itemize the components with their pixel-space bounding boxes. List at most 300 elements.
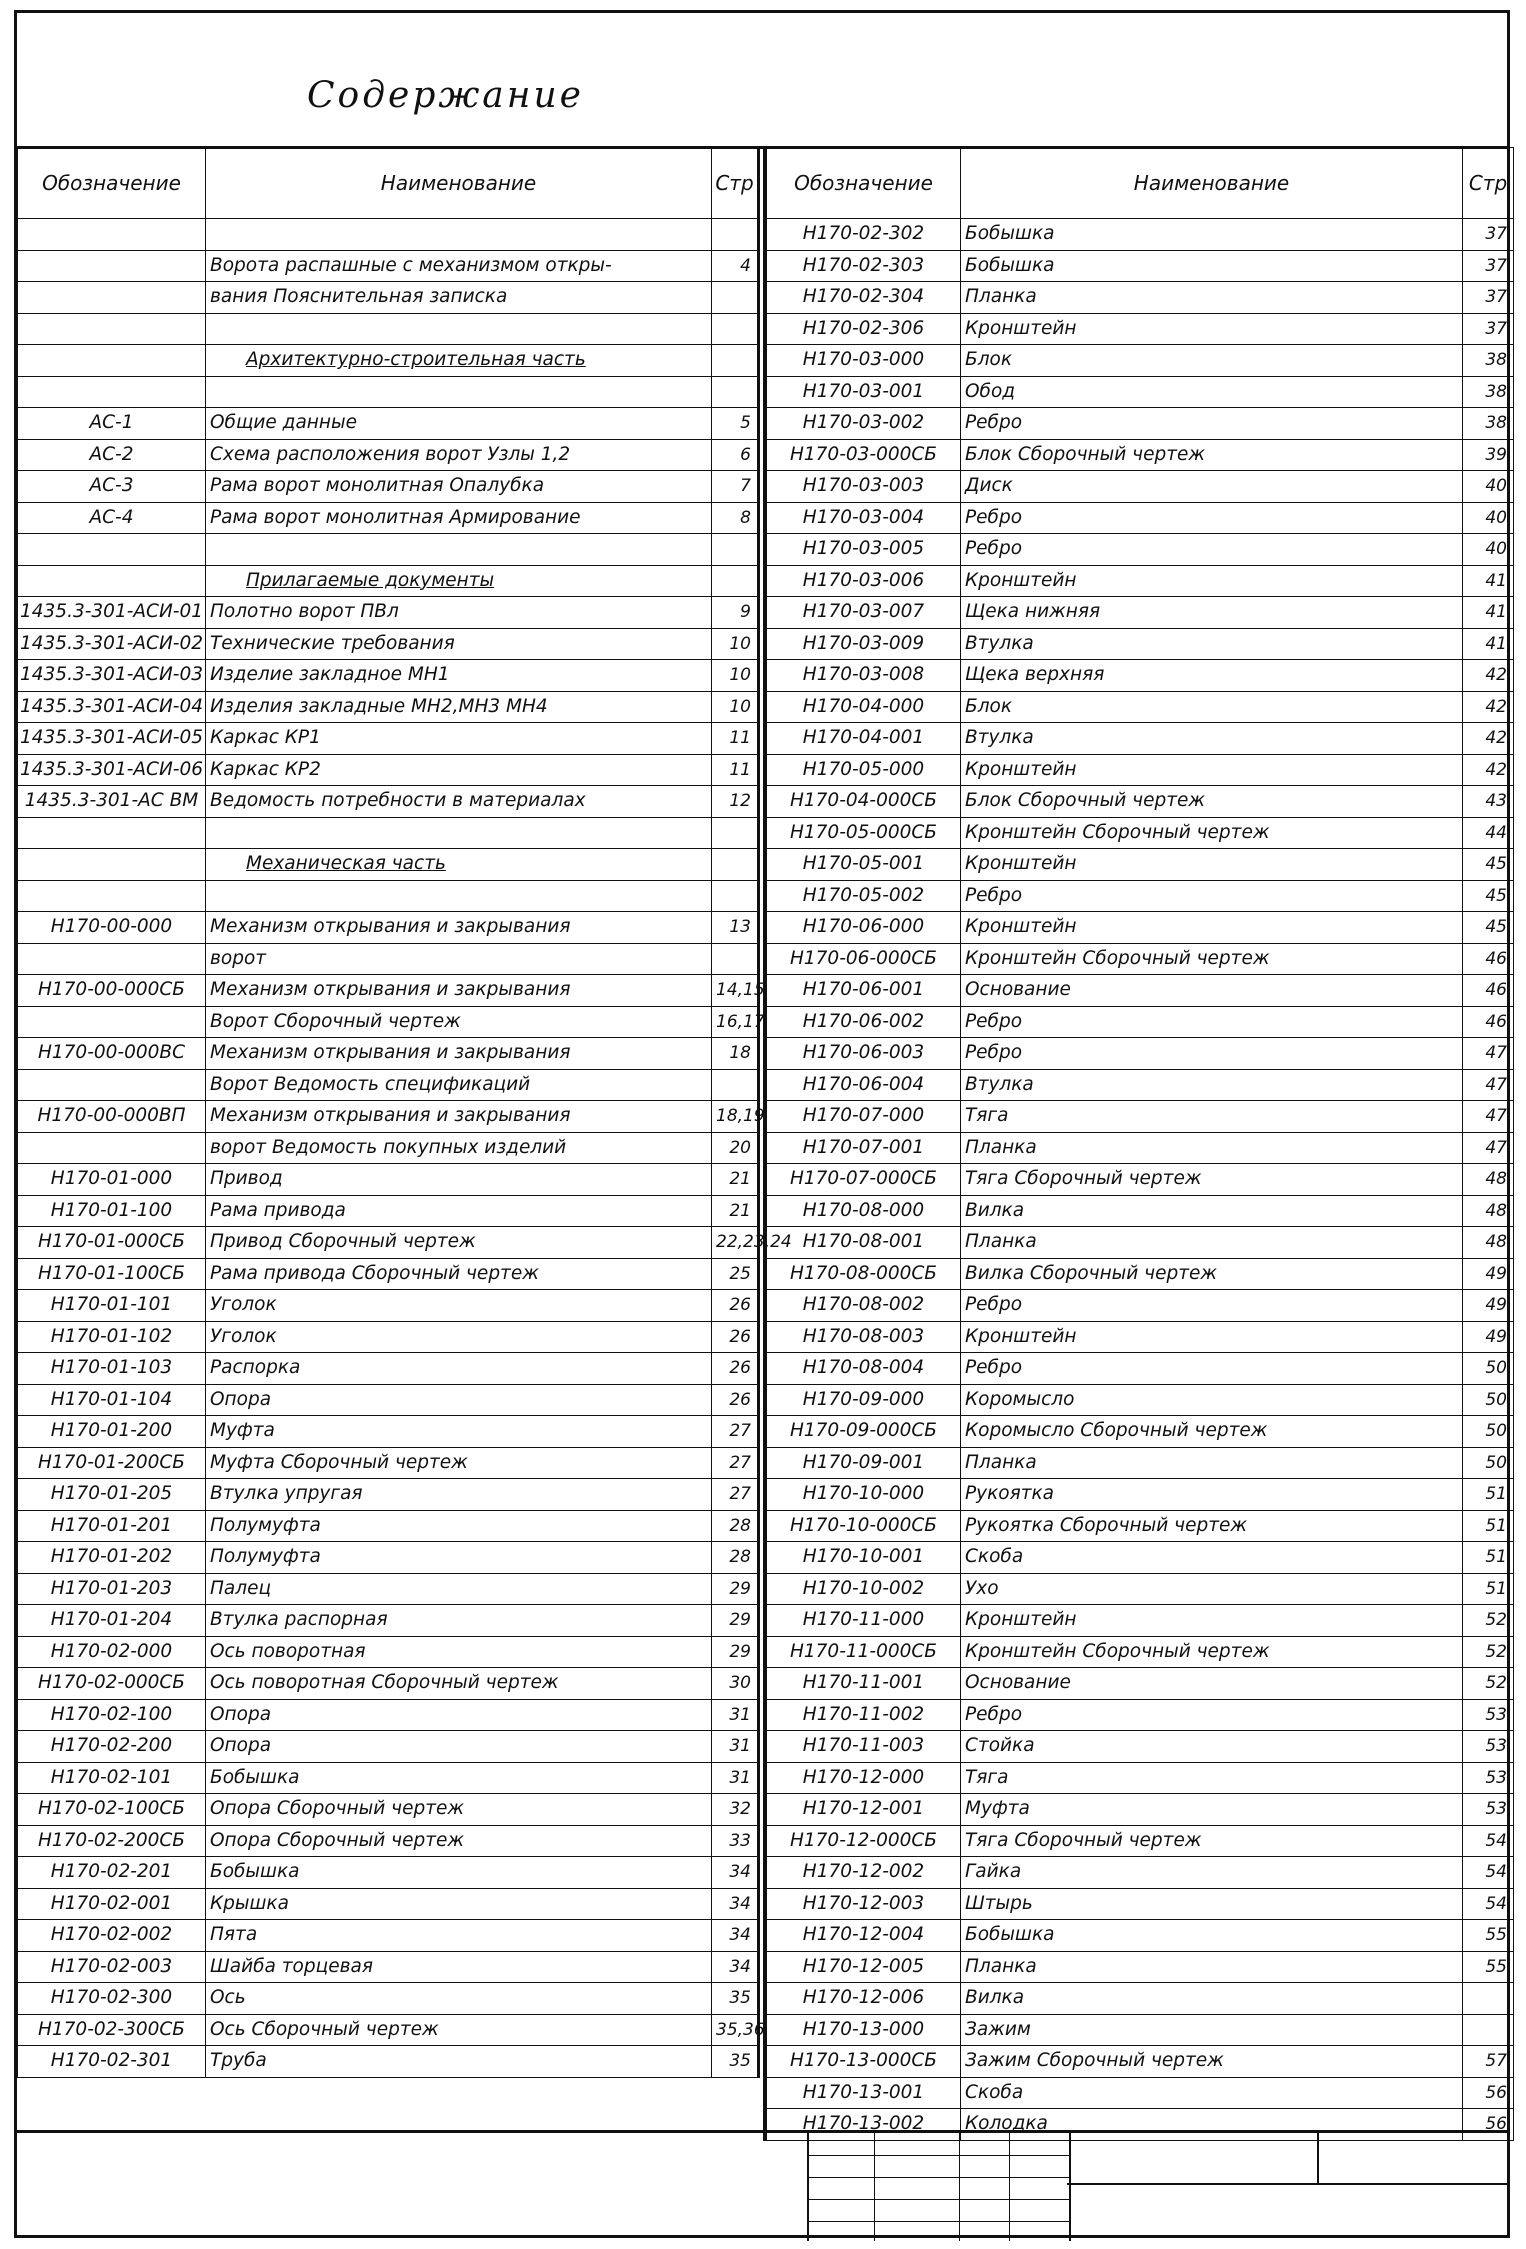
name-cell — [206, 219, 712, 251]
table-row — [767, 1290, 1514, 1322]
designation-cell: Н170-01-202 — [18, 1542, 206, 1574]
name-cell: Ребро — [961, 1038, 1463, 1070]
table-row — [18, 502, 758, 534]
designation-cell: Н170-05-002 — [767, 880, 961, 912]
name-cell: Стойка — [961, 1731, 1463, 1763]
page-cell: 16,17 — [712, 1006, 758, 1038]
table-row — [18, 1983, 758, 2015]
page-cell — [712, 313, 758, 345]
table-row — [767, 1258, 1514, 1290]
designation-cell: Н170-12-005 — [767, 1951, 961, 1983]
page-cell: 41 — [1463, 628, 1514, 660]
contents-table-left — [17, 147, 792, 2078]
name-cell: Пята — [206, 1920, 712, 1952]
table-row — [767, 439, 1514, 471]
page-cell: 50 — [1463, 1447, 1514, 1479]
page-cell: 51 — [1463, 1510, 1514, 1542]
name-cell: Кронштейн — [961, 1321, 1463, 1353]
title-block-divider — [1067, 2183, 1507, 2185]
page-cell: 6 — [712, 439, 758, 471]
name-cell: Технические требования — [206, 628, 712, 660]
page-cell: 26 — [712, 1384, 758, 1416]
name-cell: Архитектурно-строительная часть — [206, 345, 712, 377]
table-row — [18, 660, 758, 692]
table-row — [767, 723, 1514, 755]
table-row — [18, 1920, 758, 1952]
page-cell: 33 — [712, 1825, 758, 1857]
page-cell: 51 — [1463, 1542, 1514, 1574]
designation-cell: Н170-11-001 — [767, 1668, 961, 1700]
name-cell: Шайба торцевая — [206, 1951, 712, 1983]
designation-cell: Н170-02-303 — [767, 250, 961, 282]
designation-cell: Н170-01-100СБ — [18, 1258, 206, 1290]
name-cell: Кронштейн — [961, 565, 1463, 597]
table-row — [18, 1825, 758, 1857]
designation-cell: Н170-12-004 — [767, 1920, 961, 1952]
table-row — [18, 943, 758, 975]
designation-cell: Н170-02-306 — [767, 313, 961, 345]
table-row — [767, 1668, 1514, 1700]
page-cell: 40 — [1463, 471, 1514, 503]
name-cell: Ухо — [961, 1573, 1463, 1605]
table-row — [767, 345, 1514, 377]
designation-cell: АС-2 — [18, 439, 206, 471]
page-cell: 39 — [1463, 439, 1514, 471]
table-row — [767, 1605, 1514, 1637]
page-cell: 31 — [712, 1731, 758, 1763]
page-cell: 56 — [1463, 2109, 1514, 2141]
table-row — [18, 1321, 758, 1353]
table-row — [767, 943, 1514, 975]
table-row — [18, 1069, 758, 1101]
table-row — [767, 1983, 1514, 2015]
page-cell: 12 — [712, 786, 758, 818]
page-cell: 54 — [1463, 1888, 1514, 1920]
designation-cell: Н170-02-300 — [18, 1983, 206, 2015]
designation-cell: Н170-09-001 — [767, 1447, 961, 1479]
name-cell: Блок Сборочный чертеж — [961, 439, 1463, 471]
table-row — [767, 408, 1514, 440]
name-cell: Основание — [961, 975, 1463, 1007]
page-cell: 32 — [712, 1794, 758, 1826]
designation-cell: Н170-12-000 — [767, 1762, 961, 1794]
table-row — [767, 1888, 1514, 1920]
contents-table-right — [763, 147, 1513, 2141]
name-cell: Бобышка — [961, 219, 1463, 251]
page-cell — [712, 1069, 758, 1101]
designation-cell: Н170-07-000СБ — [767, 1164, 961, 1196]
page-cell: 21 — [712, 1195, 758, 1227]
designation-cell: Н170-02-201 — [18, 1857, 206, 1889]
page-cell: 53 — [1463, 1794, 1514, 1826]
name-cell — [206, 376, 712, 408]
page-cell: 29 — [712, 1573, 758, 1605]
page-cell — [712, 534, 758, 566]
table-row — [18, 1101, 758, 1133]
page-cell: 21 — [712, 1164, 758, 1196]
name-cell: Планка — [961, 1132, 1463, 1164]
page-cell: 27 — [712, 1447, 758, 1479]
name-cell: Щека верхняя — [961, 660, 1463, 692]
page-cell: 35,36 — [712, 2014, 758, 2046]
designation-cell: Н170-13-001 — [767, 2077, 961, 2109]
table-row — [18, 1258, 758, 1290]
designation-cell: 1435.3-301-АСИ-01 — [18, 597, 206, 629]
page-cell: 18,19 — [712, 1101, 758, 1133]
table-row — [767, 912, 1514, 944]
name-cell: Скоба — [961, 2077, 1463, 2109]
table-row — [767, 597, 1514, 629]
name-cell: Кронштейн — [961, 912, 1463, 944]
name-cell: Планка — [961, 1447, 1463, 1479]
page-cell: 14,15 — [712, 975, 758, 1007]
page-cell: 34 — [712, 1857, 758, 1889]
name-cell: Рукоятка Сборочный чертеж — [961, 1510, 1463, 1542]
page-cell: 42 — [1463, 754, 1514, 786]
title-block-cell — [1317, 2133, 1319, 2183]
designation-cell: Н170-04-000СБ — [767, 786, 961, 818]
name-cell: Втулка — [961, 628, 1463, 660]
page-cell: 13 — [712, 912, 758, 944]
page-cell: 53 — [1463, 1762, 1514, 1794]
page-cell — [1463, 2014, 1514, 2046]
table-row — [767, 2046, 1514, 2078]
name-cell: Втулка — [961, 723, 1463, 755]
designation-cell: Н170-06-002 — [767, 1006, 961, 1038]
designation-cell: Н170-03-002 — [767, 408, 961, 440]
table-row — [767, 786, 1514, 818]
table-row — [18, 880, 758, 912]
name-cell: Скоба — [961, 1542, 1463, 1574]
page-cell: 46 — [1463, 975, 1514, 1007]
designation-cell: Н170-04-000 — [767, 691, 961, 723]
table-row — [18, 597, 758, 629]
table-row — [18, 817, 758, 849]
table-row — [767, 282, 1514, 314]
name-cell — [206, 880, 712, 912]
table-row — [18, 1510, 758, 1542]
designation-cell: Н170-06-000СБ — [767, 943, 961, 975]
name-cell: Гайка — [961, 1857, 1463, 1889]
designation-cell: 1435.3-301-АСИ-03 — [18, 660, 206, 692]
table-row — [18, 1353, 758, 1385]
table-row — [767, 754, 1514, 786]
designation-cell: 1435.3-301-АСИ-06 — [18, 754, 206, 786]
name-cell: Втулка упругая — [206, 1479, 712, 1511]
table-row — [18, 849, 758, 881]
name-cell: Втулка распорная — [206, 1605, 712, 1637]
page-cell: 52 — [1463, 1605, 1514, 1637]
designation-cell: Н170-06-000 — [767, 912, 961, 944]
designation-cell: Н170-05-000 — [767, 754, 961, 786]
table-row — [767, 1101, 1514, 1133]
table-row — [18, 565, 758, 597]
name-cell: Колодка — [961, 2109, 1463, 2141]
page-cell: 41 — [1463, 565, 1514, 597]
table-row — [18, 1290, 758, 1322]
table-row — [18, 250, 758, 282]
name-cell: Муфта — [206, 1416, 712, 1448]
name-cell — [206, 534, 712, 566]
table-header-row — [18, 148, 758, 219]
table-row — [767, 1195, 1514, 1227]
table-row — [18, 1731, 758, 1763]
page-cell: 55 — [1463, 1951, 1514, 1983]
name-cell: Ведомость потребности в материалах — [206, 786, 712, 818]
table-row — [18, 471, 758, 503]
designation-cell: Н170-04-001 — [767, 723, 961, 755]
designation-cell: Н170-02-301 — [18, 2046, 206, 2078]
designation-cell: Н170-01-205 — [18, 1479, 206, 1511]
table-row — [18, 1699, 758, 1731]
table-row — [767, 849, 1514, 881]
name-cell: Механизм открывания и закрывания — [206, 975, 712, 1007]
page-cell: 20 — [712, 1132, 758, 1164]
name-cell: Коромысло — [961, 1384, 1463, 1416]
contents-table — [17, 147, 792, 2078]
name-cell: Коромысло Сборочный чертеж — [961, 1416, 1463, 1448]
name-cell: Основание — [961, 1668, 1463, 1700]
page-cell: 45 — [1463, 849, 1514, 881]
designation-cell: Н170-02-300СБ — [18, 2014, 206, 2046]
name-cell: Рама привода — [206, 1195, 712, 1227]
designation-cell: Н170-05-000СБ — [767, 817, 961, 849]
table-row — [767, 1164, 1514, 1196]
name-cell: Опора — [206, 1699, 712, 1731]
name-cell: Бобышка — [206, 1857, 712, 1889]
table-row — [767, 1227, 1514, 1259]
page-cell: 18 — [712, 1038, 758, 1070]
table-row — [767, 1731, 1514, 1763]
table-row — [18, 1888, 758, 1920]
name-cell: Ворот Ведомость спецификаций — [206, 1069, 712, 1101]
designation-cell: Н170-03-001 — [767, 376, 961, 408]
designation-cell: Н170-03-004 — [767, 502, 961, 534]
table-row — [18, 1668, 758, 1700]
page-cell: 37 — [1463, 250, 1514, 282]
header-designation: Обозначение — [18, 148, 206, 219]
name-cell: Планка — [961, 282, 1463, 314]
designation-cell: Н170-02-101 — [18, 1762, 206, 1794]
name-cell: Ось поворотная — [206, 1636, 712, 1668]
name-cell: Изделие закладное МН1 — [206, 660, 712, 692]
name-cell: Каркас КР1 — [206, 723, 712, 755]
table-row — [18, 975, 758, 1007]
table-body — [18, 219, 792, 2078]
page-cell: 10 — [712, 660, 758, 692]
page-cell: 56 — [1463, 2077, 1514, 2109]
designation-cell: Н170-12-006 — [767, 1983, 961, 2015]
table-row — [767, 1951, 1514, 1983]
name-cell: Рама привода Сборочный чертеж — [206, 1258, 712, 1290]
page-cell: 46 — [1463, 1006, 1514, 1038]
designation-cell — [18, 817, 206, 849]
page-cell: 26 — [712, 1353, 758, 1385]
designation-cell: Н170-10-002 — [767, 1573, 961, 1605]
page-cell: 9 — [712, 597, 758, 629]
page-title: Содержание — [307, 75, 584, 116]
page-cell: 47 — [1463, 1101, 1514, 1133]
table-row — [767, 1132, 1514, 1164]
table-row — [767, 1825, 1514, 1857]
page-cell: 54 — [1463, 1857, 1514, 1889]
designation-cell — [18, 345, 206, 377]
page-cell: 30 — [712, 1668, 758, 1700]
table-row — [767, 471, 1514, 503]
table-row — [767, 817, 1514, 849]
page-cell: 48 — [1463, 1227, 1514, 1259]
designation-cell — [18, 534, 206, 566]
name-cell: Блок — [961, 345, 1463, 377]
title-block — [17, 2130, 1507, 2241]
table-row — [18, 723, 758, 755]
name-cell: Кронштейн — [961, 313, 1463, 345]
name-cell: Механическая часть — [206, 849, 712, 881]
name-cell: Муфта — [961, 1794, 1463, 1826]
designation-cell — [18, 943, 206, 975]
page-cell: 8 — [712, 502, 758, 534]
header-name: Наименование — [206, 148, 712, 219]
page-cell — [712, 880, 758, 912]
page-cell — [712, 849, 758, 881]
name-cell: Тяга Сборочный чертеж — [961, 1825, 1463, 1857]
designation-cell: Н170-11-003 — [767, 1731, 961, 1763]
designation-cell: Н170-02-100 — [18, 1699, 206, 1731]
table-row — [18, 1447, 758, 1479]
designation-cell: Н170-11-000 — [767, 1605, 961, 1637]
page-cell: 38 — [1463, 345, 1514, 377]
name-cell: Ось поворотная Сборочный чертеж — [206, 1668, 712, 1700]
table-row — [18, 754, 758, 786]
name-cell: Палец — [206, 1573, 712, 1605]
table-row — [18, 439, 758, 471]
name-cell: Планка — [961, 1951, 1463, 1983]
page-cell — [712, 376, 758, 408]
table-row — [767, 1416, 1514, 1448]
table-row — [767, 1479, 1514, 1511]
designation-cell: Н170-01-203 — [18, 1573, 206, 1605]
page-cell: 48 — [1463, 1164, 1514, 1196]
name-cell: Щека нижняя — [961, 597, 1463, 629]
name-cell: Кронштейн Сборочный чертеж — [961, 817, 1463, 849]
designation-cell: АС-3 — [18, 471, 206, 503]
name-cell: Каркас КР2 — [206, 754, 712, 786]
header-designation: Обозначение — [767, 148, 961, 219]
designation-cell: Н170-01-201 — [18, 1510, 206, 1542]
page-cell: 51 — [1463, 1573, 1514, 1605]
name-cell: Прилагаемые документы — [206, 565, 712, 597]
name-cell: Кронштейн Сборочный чертеж — [961, 943, 1463, 975]
table-row — [18, 534, 758, 566]
page-cell: 37 — [1463, 219, 1514, 251]
table-row — [18, 1195, 758, 1227]
name-cell: Кронштейн — [961, 1605, 1463, 1637]
table-row — [767, 1447, 1514, 1479]
name-cell: Тяга — [961, 1762, 1463, 1794]
page-cell: 28 — [712, 1510, 758, 1542]
name-cell: Вилка — [961, 1983, 1463, 2015]
name-cell: Ребро — [961, 534, 1463, 566]
name-cell: Ребро — [961, 502, 1463, 534]
name-cell: Ребро — [961, 408, 1463, 440]
name-cell — [206, 817, 712, 849]
table-body — [767, 219, 1514, 2141]
designation-cell: Н170-02-001 — [18, 1888, 206, 1920]
table-row — [767, 1636, 1514, 1668]
designation-cell: Н170-06-001 — [767, 975, 961, 1007]
table-row — [18, 1227, 758, 1259]
name-cell: Уголок — [206, 1321, 712, 1353]
designation-cell: Н170-00-000 — [18, 912, 206, 944]
designation-cell: Н170-03-000СБ — [767, 439, 961, 471]
table-row — [18, 345, 758, 377]
name-cell: Бобышка — [206, 1762, 712, 1794]
table-row — [767, 880, 1514, 912]
name-cell: Кронштейн — [961, 754, 1463, 786]
page-cell — [712, 943, 758, 975]
designation-cell: Н170-00-000СБ — [18, 975, 206, 1007]
name-cell: Вилка — [961, 1195, 1463, 1227]
page-cell: 50 — [1463, 1353, 1514, 1385]
designation-cell: Н170-10-000 — [767, 1479, 961, 1511]
designation-cell: Н170-07-000 — [767, 1101, 961, 1133]
title-block-grid — [807, 2133, 1071, 2241]
name-cell: Кронштейн — [961, 849, 1463, 881]
name-cell: вания Пояснительная записка — [206, 282, 712, 314]
designation-cell: Н170-07-001 — [767, 1132, 961, 1164]
page-cell: 52 — [1463, 1636, 1514, 1668]
table-row — [18, 1605, 758, 1637]
designation-cell: Н170-09-000 — [767, 1384, 961, 1416]
page-cell: 5 — [712, 408, 758, 440]
header-name: Наименование — [961, 148, 1463, 219]
page-cell: 54 — [1463, 1825, 1514, 1857]
page-cell: 7 — [712, 471, 758, 503]
page-cell: 50 — [1463, 1384, 1514, 1416]
page-cell: 46 — [1463, 943, 1514, 975]
name-cell: Рама ворот монолитная Опалубка — [206, 471, 712, 503]
name-cell: Тяга Сборочный чертеж — [961, 1164, 1463, 1196]
name-cell: Распорка — [206, 1353, 712, 1385]
designation-cell — [18, 376, 206, 408]
page-cell: 11 — [712, 723, 758, 755]
designation-cell: Н170-00-000ВС — [18, 1038, 206, 1070]
designation-cell: Н170-08-004 — [767, 1353, 961, 1385]
designation-cell: Н170-01-200СБ — [18, 1447, 206, 1479]
name-cell: Опора — [206, 1384, 712, 1416]
designation-cell: 1435.3-301-АС ВМ — [18, 786, 206, 818]
designation-cell — [18, 565, 206, 597]
designation-cell: Н170-12-001 — [767, 1794, 961, 1826]
designation-cell: Н170-08-000 — [767, 1195, 961, 1227]
name-cell: Общие данные — [206, 408, 712, 440]
drawing-sheet — [14, 10, 1510, 2238]
name-cell: ворот Ведомость покупных изделий — [206, 1132, 712, 1164]
table-row — [18, 1132, 758, 1164]
designation-cell: Н170-03-007 — [767, 597, 961, 629]
designation-cell — [18, 282, 206, 314]
table-row — [767, 1857, 1514, 1889]
table-row — [18, 2014, 758, 2046]
designation-cell: АС-4 — [18, 502, 206, 534]
page-cell: 47 — [1463, 1038, 1514, 1070]
table-row — [18, 1479, 758, 1511]
page-cell: 27 — [712, 1479, 758, 1511]
page-cell: 40 — [1463, 502, 1514, 534]
table-row — [18, 1038, 758, 1070]
designation-cell: Н170-01-102 — [18, 1321, 206, 1353]
designation-cell — [18, 250, 206, 282]
